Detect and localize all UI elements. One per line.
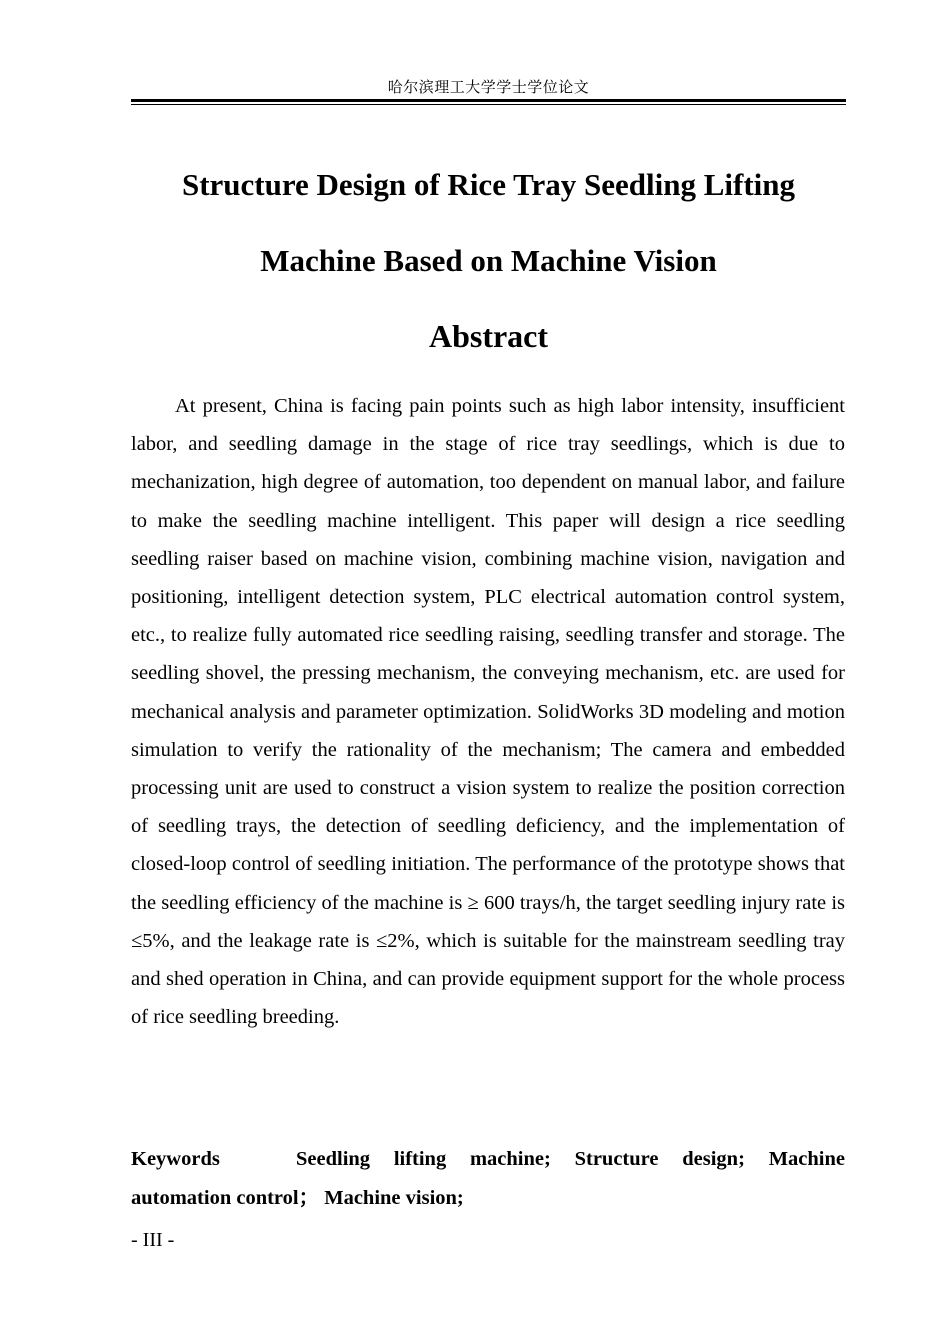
- header-rule-thick: [131, 99, 846, 102]
- thesis-title-line-1: Structure Design of Rice Tray Seedling Lifting: [181, 167, 796, 202]
- running-header: 哈尔滨理工大学学士学位论文: [387, 80, 590, 96]
- abstract-body: At present, China is facing pain points such as high labor intensity, insufficient labor, and seedling damage in the stage of rice tray seedlings, which is due to mechanization, high degree of automation, too dependent on manual labor, and failure to make the seedling machine intelligent. This paper will design a rice seedling seedling raiser based on machine vision, combining machine vision, navigation and positioning, intelligent detection system, PLC electrical automation control system, etc., to realize fully automated rice seedling raising, seedling transfer and storage. The seedling shovel, the pressing mechanism, the conveying mechanism, etc. are used for mechanical analysis and parameter optimization. SolidWorks 3D modeling and motion simulation to verify the rationality of the mechanism; The camera and embedded processing unit are used to construct a vision system to realize the position correction of seedling trays, the detection of seedling deficiency, and the implementation of closed-loop control of seedling initiation. The performance of the prototype shows that the seedling efficiency of the machine is ≥ 600 trays/h, the target seedling injury rate is ≤5%, and the leakage rate is ≤2%, which is suitable for the mainstream seedling tray and shed operation in China, and can provide equipment support for the whole process of rice seedling breeding.: [131, 395, 845, 1029]
- page-number: - III -: [131, 1229, 175, 1251]
- thesis-title-line-2: Machine Based on Machine Vision: [260, 243, 717, 278]
- keywords-label: Keywords: [131, 1148, 220, 1170]
- keywords-paragraph: [131, 1140, 845, 1217]
- abstract-heading: Abstract: [428, 318, 549, 354]
- thesis-title: [131, 147, 846, 299]
- keywords-text: Seedling lifting machine; Structure design; Machine automation control； Machine vision;: [131, 1148, 845, 1209]
- header-rule-thin: [131, 104, 846, 105]
